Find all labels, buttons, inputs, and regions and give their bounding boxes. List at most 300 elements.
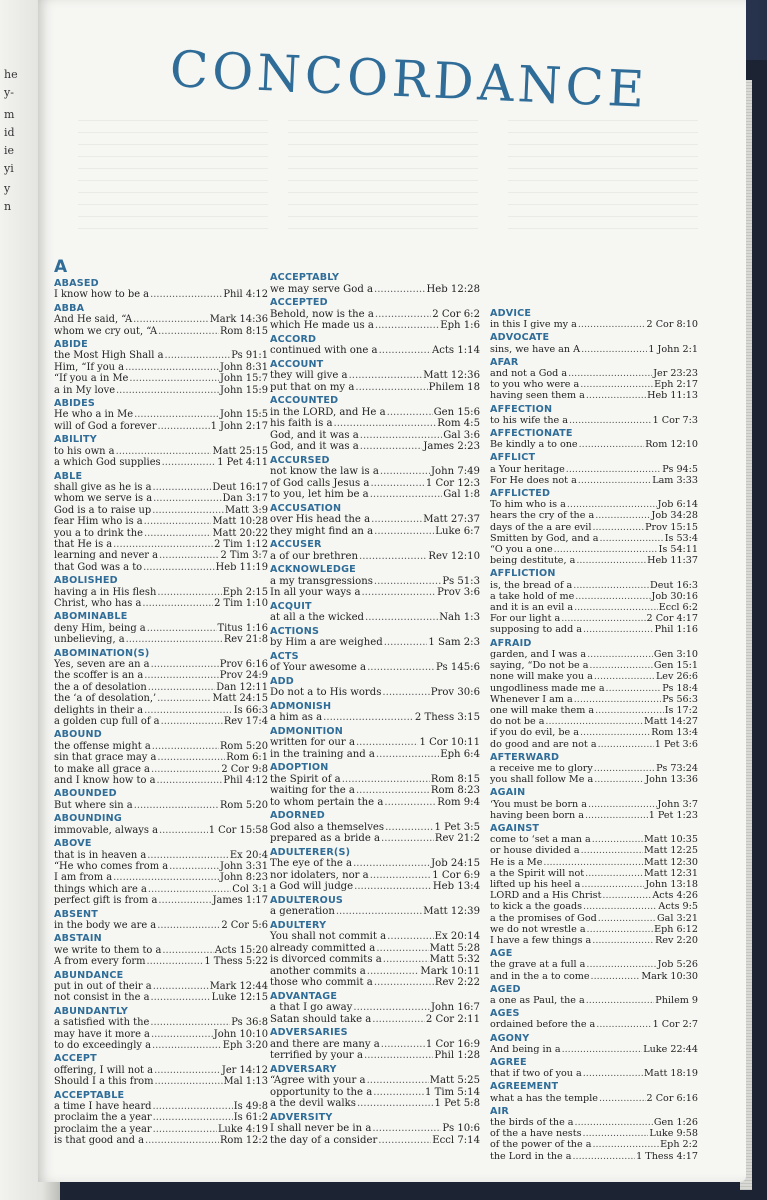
- leader-dots: [360, 430, 442, 442]
- entry-line: [490, 971, 698, 982]
- leader-dots: [384, 797, 436, 809]
- entry-phrase: hears the cry of the a: [490, 510, 595, 522]
- leader-dots: [157, 920, 220, 931]
- entry-phrase: the day of a consider: [270, 1134, 378, 1146]
- entry-line: [270, 526, 480, 538]
- entry-line: [490, 1044, 698, 1055]
- leader-dots: [587, 924, 654, 935]
- leader-dots: [575, 591, 650, 602]
- scripture-reference: Eph 6:4: [440, 748, 480, 760]
- leader-dots: [334, 418, 437, 430]
- entry-phrase: God also a themselves: [270, 821, 385, 833]
- entry-phrase: will of God a forever: [54, 420, 157, 432]
- entry-line: [270, 407, 480, 419]
- entry-line: [270, 1039, 480, 1051]
- scripture-reference: 1 Pet 3:6: [654, 738, 698, 750]
- entry-phrase: a God will judge: [270, 881, 354, 892]
- entry-phrase: the Most High Shall a: [54, 350, 164, 362]
- entry-line: [54, 516, 268, 527]
- entry-phrase: of the power of the a: [490, 1139, 592, 1151]
- entry-headword: AFAR: [490, 356, 519, 368]
- scripture-reference: Matt 12:36: [423, 370, 480, 381]
- entry-phrase: you shall follow Me a: [490, 774, 594, 786]
- leader-dots: [153, 493, 221, 504]
- leader-dots: [148, 682, 216, 693]
- entry-phrase: not know the law is a: [270, 466, 379, 477]
- leader-dots: [578, 319, 646, 330]
- entry-phrase: And being in a: [490, 1043, 561, 1055]
- entry-line: [490, 439, 698, 450]
- scripture-reference: Titus 1:16: [217, 622, 268, 634]
- leader-dots: [381, 1039, 425, 1051]
- entry-phrase: “O you a one: [490, 544, 553, 556]
- entry-headword: ABSTAIN: [54, 933, 102, 945]
- leader-dots: [376, 943, 428, 955]
- entry-headword: ABIDES: [54, 398, 95, 410]
- entry-headword: ADVICE: [490, 308, 532, 319]
- scripture-reference: Heb 13:4: [432, 881, 480, 892]
- entry-line: [54, 362, 268, 373]
- leader-dots: [581, 879, 644, 890]
- scripture-reference: John 13:18: [645, 878, 698, 890]
- entry-line: [270, 954, 480, 966]
- entry-line: [270, 712, 480, 724]
- scripture-reference: 1 John 2:1: [648, 343, 698, 355]
- entry-line: [54, 1017, 268, 1028]
- entry-line: [54, 634, 268, 645]
- leader-dots: [374, 284, 425, 296]
- page-title: CONCORDANCE: [168, 40, 650, 119]
- leader-dots: [133, 314, 209, 325]
- entry-line: [270, 514, 480, 526]
- scripture-reference: Luke 6:7: [435, 525, 480, 537]
- entry-line: [54, 741, 268, 752]
- entry-headword: ABUNDANTLY: [54, 1005, 129, 1017]
- entry-line: [54, 421, 268, 432]
- entry-line: [54, 693, 268, 704]
- leader-dots: [567, 499, 657, 510]
- scripture-reference: 1 Cor 7:3: [652, 414, 698, 426]
- entry-phrase: not consist in the a: [54, 992, 150, 1004]
- leader-dots: [153, 1124, 217, 1135]
- entry-line: [270, 587, 480, 599]
- leader-dots: [336, 906, 422, 918]
- bleed-through-text: [288, 120, 478, 240]
- leader-dots: [596, 1019, 651, 1030]
- entry-phrase: and it is an evil a: [490, 602, 574, 614]
- scripture-reference: 2 Thess 3:15: [414, 712, 480, 723]
- section-letter: A: [54, 257, 68, 277]
- entry-line: [490, 555, 698, 566]
- scripture-reference: 1 Pet 1:23: [648, 809, 698, 821]
- entry-phrase: that if two of you a: [490, 1068, 582, 1080]
- entry-phrase: For He does not a: [490, 474, 577, 486]
- leader-dots: [148, 884, 231, 895]
- leader-dots: [361, 587, 436, 599]
- entry-headword: ABILITY: [54, 434, 97, 446]
- scripture-reference: 1 John 2:17: [210, 420, 268, 432]
- entry-phrase: ‘You must be born a: [490, 798, 587, 810]
- entry-phrase: put that on my a: [270, 381, 355, 393]
- entry-headword: AIR: [490, 1105, 509, 1117]
- entry-line: [270, 662, 480, 674]
- entry-phrase: to you who were a: [490, 379, 580, 391]
- leader-dots: [129, 373, 219, 384]
- leader-dots: [145, 1135, 219, 1146]
- leader-dots: [566, 464, 662, 475]
- entry-phrase: sins, we have an A: [490, 343, 581, 355]
- scripture-reference: Matt 12:39: [423, 906, 480, 917]
- entry-headword: ACCORD: [270, 333, 317, 345]
- scripture-reference: Eph 2:2: [660, 1139, 698, 1151]
- entry-line: [54, 1112, 268, 1123]
- leader-dots: [573, 580, 649, 591]
- leader-dots: [370, 478, 424, 490]
- entry-phrase: to his wife the a: [490, 414, 568, 426]
- entry-phrase: Whenever I am a: [490, 693, 573, 705]
- entry-phrase: a my transgressions: [270, 575, 373, 587]
- entry-phrase: and I know how to a: [54, 775, 156, 787]
- scripture-reference: Rev 2:20: [655, 934, 698, 946]
- scripture-reference: Phil 1:16: [654, 624, 698, 636]
- entry-phrase: is, the bread of a: [490, 579, 573, 591]
- scripture-reference: Mark 14:36: [209, 314, 268, 326]
- entry-phrase: is that good and a: [54, 1135, 144, 1147]
- leader-dots: [154, 1065, 221, 1076]
- scripture-reference: Rev 2:22: [434, 977, 480, 988]
- entry-phrase: at all a the wicked: [270, 612, 365, 623]
- leader-dots: [592, 935, 654, 946]
- entry-line: [270, 943, 480, 955]
- entry-phrase: we may serve God a: [270, 283, 374, 295]
- scripture-reference: Philem 18: [428, 381, 480, 393]
- leader-dots: [126, 634, 223, 645]
- prev-page-fragment: n: [4, 200, 12, 213]
- leader-dots: [157, 693, 211, 704]
- leader-dots: [355, 382, 427, 394]
- entry-line: [490, 522, 698, 533]
- entry-line: [54, 800, 268, 811]
- entry-phrase: another commits a: [270, 965, 366, 977]
- entry-headword: ACCOUNT: [270, 358, 324, 370]
- bleed-through-text: [508, 120, 698, 240]
- entry-phrase: proclaim the a year: [54, 1112, 152, 1124]
- entry-phrase: the birds of the a: [490, 1117, 574, 1129]
- scripture-reference: Gal 3:6: [443, 429, 480, 441]
- leader-dots: [598, 739, 654, 750]
- entry-phrase: immovable, always a: [54, 824, 158, 836]
- leader-dots: [583, 901, 657, 912]
- entry-phrase: having seen them a: [490, 390, 585, 402]
- entry-line: [54, 872, 268, 883]
- entry-headword: ACCUSER: [270, 539, 322, 550]
- entry-phrase: a golden cup full of a: [54, 716, 160, 728]
- entry-phrase: A from every form: [54, 956, 146, 968]
- scripture-reference: Eph 2:17: [654, 379, 698, 391]
- leader-dots: [554, 544, 658, 555]
- entry-phrase: To him who is a: [490, 499, 566, 511]
- scripture-reference: Rom 8:15: [430, 773, 480, 785]
- entry-phrase: in this I give my a: [490, 319, 577, 331]
- entry-line: [490, 739, 698, 750]
- entry-phrase: LORD and a His Christ: [490, 890, 602, 902]
- leader-dots: [152, 741, 219, 752]
- leader-dots: [152, 1101, 232, 1112]
- entry-phrase: whom we serve is a: [54, 493, 153, 505]
- leader-dots: [382, 687, 429, 699]
- scripture-reference: Nah 1:3: [439, 612, 480, 623]
- scripture-reference: John 10:10: [213, 1028, 268, 1040]
- scripture-reference: Ps 51:3: [442, 575, 480, 587]
- entry-line: [54, 920, 268, 931]
- leader-dots: [594, 763, 655, 774]
- leader-dots: [147, 850, 229, 861]
- prev-page-fragment: he: [4, 68, 18, 81]
- leader-dots: [152, 505, 224, 516]
- leader-dots: [116, 385, 219, 396]
- entry-headword: ACTS: [270, 650, 299, 662]
- entry-phrase: if you do evil, be a: [490, 727, 579, 739]
- entry-phrase: saying, “Do not be a: [490, 660, 589, 672]
- scripture-reference: Ps 10:6: [442, 1123, 480, 1134]
- scripture-reference: Heb 11:19: [215, 561, 268, 573]
- entry-line: [270, 906, 480, 918]
- entry-phrase: to whom pertain the a: [270, 796, 384, 808]
- scripture-reference: Acts 9:5: [658, 901, 698, 913]
- leader-dots: [586, 390, 646, 401]
- leader-dots: [134, 800, 219, 811]
- scripture-reference: Eph 3:20: [222, 1040, 268, 1051]
- leader-dots: [576, 555, 646, 566]
- scripture-reference: Ps 94:5: [662, 463, 698, 475]
- entry-headword: ACCOUNTED: [270, 395, 339, 406]
- leader-dots: [353, 1002, 430, 1014]
- scripture-reference: John 15:7: [220, 373, 268, 385]
- scripture-reference: Heb 11:37: [647, 555, 698, 567]
- entry-line: [490, 544, 698, 555]
- leader-dots: [158, 895, 211, 906]
- entry-line: [54, 550, 268, 561]
- entry-phrase: do good and are not a: [490, 738, 597, 750]
- scripture-reference: Gal 1:8: [443, 489, 480, 500]
- entry-phrase: God is a to raise up: [54, 504, 152, 516]
- leader-dots: [162, 457, 217, 468]
- concordance-column-3: [490, 306, 698, 1162]
- entry-line: [54, 289, 268, 300]
- leader-dots: [585, 810, 648, 821]
- entry-headword: AFFECTIONATE: [490, 428, 573, 440]
- entry-phrase: which He made us a: [270, 320, 374, 331]
- entry-line: [490, 591, 698, 602]
- scripture-reference: Matt 12:31: [644, 867, 698, 879]
- entry-headword: AFFLICTED: [490, 488, 551, 500]
- entry-line: [490, 624, 698, 635]
- leader-dots: [357, 1098, 434, 1110]
- scripture-reference: 2 Cor 5:6: [221, 919, 268, 931]
- leader-dots: [153, 981, 209, 992]
- leader-dots: [602, 890, 651, 901]
- leader-dots: [125, 362, 219, 373]
- scripture-reference: 2 Cor 8:10: [646, 319, 698, 331]
- entry-phrase: one will make them a: [490, 704, 595, 716]
- leader-dots: [157, 587, 221, 598]
- scripture-reference: John 8:31: [220, 361, 268, 373]
- scripture-reference: Is 17:2: [664, 704, 698, 716]
- entry-line: [490, 671, 698, 682]
- entry-phrase: prepared as a bride a: [270, 833, 381, 844]
- entry-line: [490, 510, 698, 521]
- entry-headword: ADORNED: [270, 810, 325, 821]
- entry-phrase: you a to drink the: [54, 527, 143, 539]
- entry-phrase: whom we cry out, “A: [54, 325, 158, 337]
- leader-dots: [583, 1128, 649, 1139]
- entry-line: [270, 612, 480, 624]
- entry-phrase: and in the a to come: [490, 970, 590, 982]
- scripture-reference: Eph 2:15: [222, 586, 268, 598]
- entry-phrase: a the devil walks: [270, 1098, 356, 1109]
- leader-dots: [569, 415, 652, 426]
- entry-phrase: fear Him who is a: [54, 516, 143, 528]
- scripture-reference: Acts 4:26: [652, 890, 698, 902]
- scripture-reference: John 8:23: [220, 872, 268, 884]
- entry-line: [490, 763, 698, 774]
- leader-dots: [581, 845, 643, 856]
- entry-phrase: ungodliness made me a: [490, 682, 605, 694]
- entry-phrase: a Your heritage: [490, 463, 565, 475]
- entry-line: [490, 602, 698, 613]
- leader-dots: [342, 774, 430, 786]
- bleed-through-text: [78, 120, 268, 240]
- scripture-reference: Luke 12:15: [211, 992, 268, 1004]
- entry-phrase: the ‘a of desolation,’: [54, 693, 157, 705]
- entry-phrase: those who commit a: [270, 977, 373, 988]
- scripture-reference: Matt 20:22: [212, 527, 268, 539]
- entry-phrase: and not a God a: [490, 368, 568, 380]
- entry-phrase: ordained before the a: [490, 1019, 596, 1031]
- entry-line: [490, 694, 698, 705]
- entry-line: [54, 528, 268, 539]
- entry-phrase: I shall never be in a: [270, 1123, 372, 1134]
- entry-line: [490, 845, 698, 856]
- scripture-reference: Prov 30:6: [430, 687, 480, 698]
- leader-dots: [586, 959, 656, 970]
- prev-page-fragment: id: [4, 126, 15, 139]
- leader-dots: [572, 1151, 635, 1162]
- entry-headword: ABASED: [54, 278, 99, 289]
- scripture-reference: Philem 9: [655, 994, 698, 1006]
- entry-headword: ADVOCATE: [490, 332, 550, 344]
- entry-phrase: the a of desolation: [54, 681, 147, 693]
- scripture-reference: Col 3:1: [232, 883, 268, 895]
- entry-line: [54, 682, 268, 693]
- scripture-reference: Phil 4:12: [223, 775, 268, 787]
- leader-dots: [375, 309, 431, 321]
- entry-phrase: a satisfied with the: [54, 1017, 150, 1029]
- leader-dots: [370, 870, 432, 882]
- entry-headword: ACCUSATION: [270, 502, 342, 514]
- entry-line: [54, 1101, 268, 1112]
- entry-phrase: the Lord in the a: [490, 1150, 572, 1162]
- entry-line: [490, 879, 698, 890]
- scripture-reference: Lev 26:6: [655, 671, 698, 683]
- entry-line: [54, 752, 268, 763]
- entry-line: [54, 705, 268, 716]
- entry-phrase: He who a in Me: [54, 409, 134, 421]
- entry-line: [270, 1123, 480, 1135]
- scripture-reference: Acts 15:20: [214, 944, 268, 956]
- leader-dots: [161, 716, 223, 727]
- leader-dots: [594, 671, 655, 682]
- entry-phrase: in the body we are a: [54, 919, 157, 931]
- entry-line: [490, 995, 698, 1006]
- entry-phrase: we write to them to a: [54, 944, 162, 956]
- entry-line: [270, 284, 480, 296]
- entry-phrase: to kick a the goads: [490, 901, 583, 913]
- leader-dots: [592, 834, 643, 845]
- scripture-reference: John 16:7: [430, 1002, 480, 1013]
- entry-line: [270, 478, 480, 490]
- entry-phrase: Christ, who has a: [54, 597, 142, 609]
- entry-phrase: having a in His flesh: [54, 586, 157, 598]
- leader-dots: [376, 749, 439, 761]
- scripture-reference: Matt 27:37: [423, 514, 480, 525]
- entry-phrase: things which are a: [54, 883, 147, 895]
- entry-headword: ADOPTION: [270, 762, 329, 773]
- entry-line: [270, 1135, 480, 1147]
- scripture-reference: Ex 20:4: [229, 849, 268, 861]
- entry-phrase: that God was a to: [54, 561, 143, 573]
- leader-dots: [153, 482, 212, 493]
- scripture-reference: Job 24:15: [431, 858, 480, 869]
- entry-line: [490, 890, 698, 901]
- leader-dots: [147, 623, 217, 634]
- leader-dots: [594, 774, 644, 785]
- leader-dots: [144, 516, 212, 527]
- leader-dots: [583, 1068, 643, 1079]
- entry-phrase: over His head the a: [270, 514, 371, 525]
- entry-headword: ACTIONS: [270, 625, 320, 637]
- entry-phrase: a of our brethren: [270, 550, 358, 562]
- entry-headword: AFFECTION: [490, 403, 553, 415]
- scripture-reference: Rom 8:15: [219, 325, 268, 337]
- scripture-reference: Gen 3:10: [653, 648, 698, 660]
- scripture-reference: Eph 1:6: [440, 320, 480, 331]
- scripture-reference: James 1:17: [212, 895, 268, 907]
- entry-line: [490, 379, 698, 390]
- entry-line: [54, 670, 268, 681]
- leader-dots: [349, 370, 423, 382]
- scripture-reference: Heb 11:13: [647, 390, 698, 402]
- entry-line: [490, 1139, 698, 1150]
- entry-headword: ADVERSARY: [270, 1063, 337, 1075]
- scripture-reference: Job 5:26: [657, 959, 698, 971]
- scripture-reference: 1 Pet 4:11: [217, 457, 268, 469]
- entry-line: [490, 1068, 698, 1079]
- leader-dots: [372, 1123, 441, 1135]
- scripture-reference: Dan 3:17: [222, 493, 268, 505]
- entry-line: [490, 727, 698, 738]
- leader-dots: [365, 612, 438, 624]
- leader-dots: [169, 861, 219, 872]
- leader-dots: [162, 945, 213, 956]
- entry-headword: AFTERWARD: [490, 751, 560, 763]
- entry-phrase: The eye of the a: [270, 858, 353, 869]
- entry-phrase: And He said, “A: [54, 314, 133, 326]
- entry-line: [54, 945, 268, 956]
- entry-line: [490, 1128, 698, 1139]
- entry-phrase: Should I a this from: [54, 1076, 154, 1088]
- entry-headword: ACQUIT: [270, 600, 312, 612]
